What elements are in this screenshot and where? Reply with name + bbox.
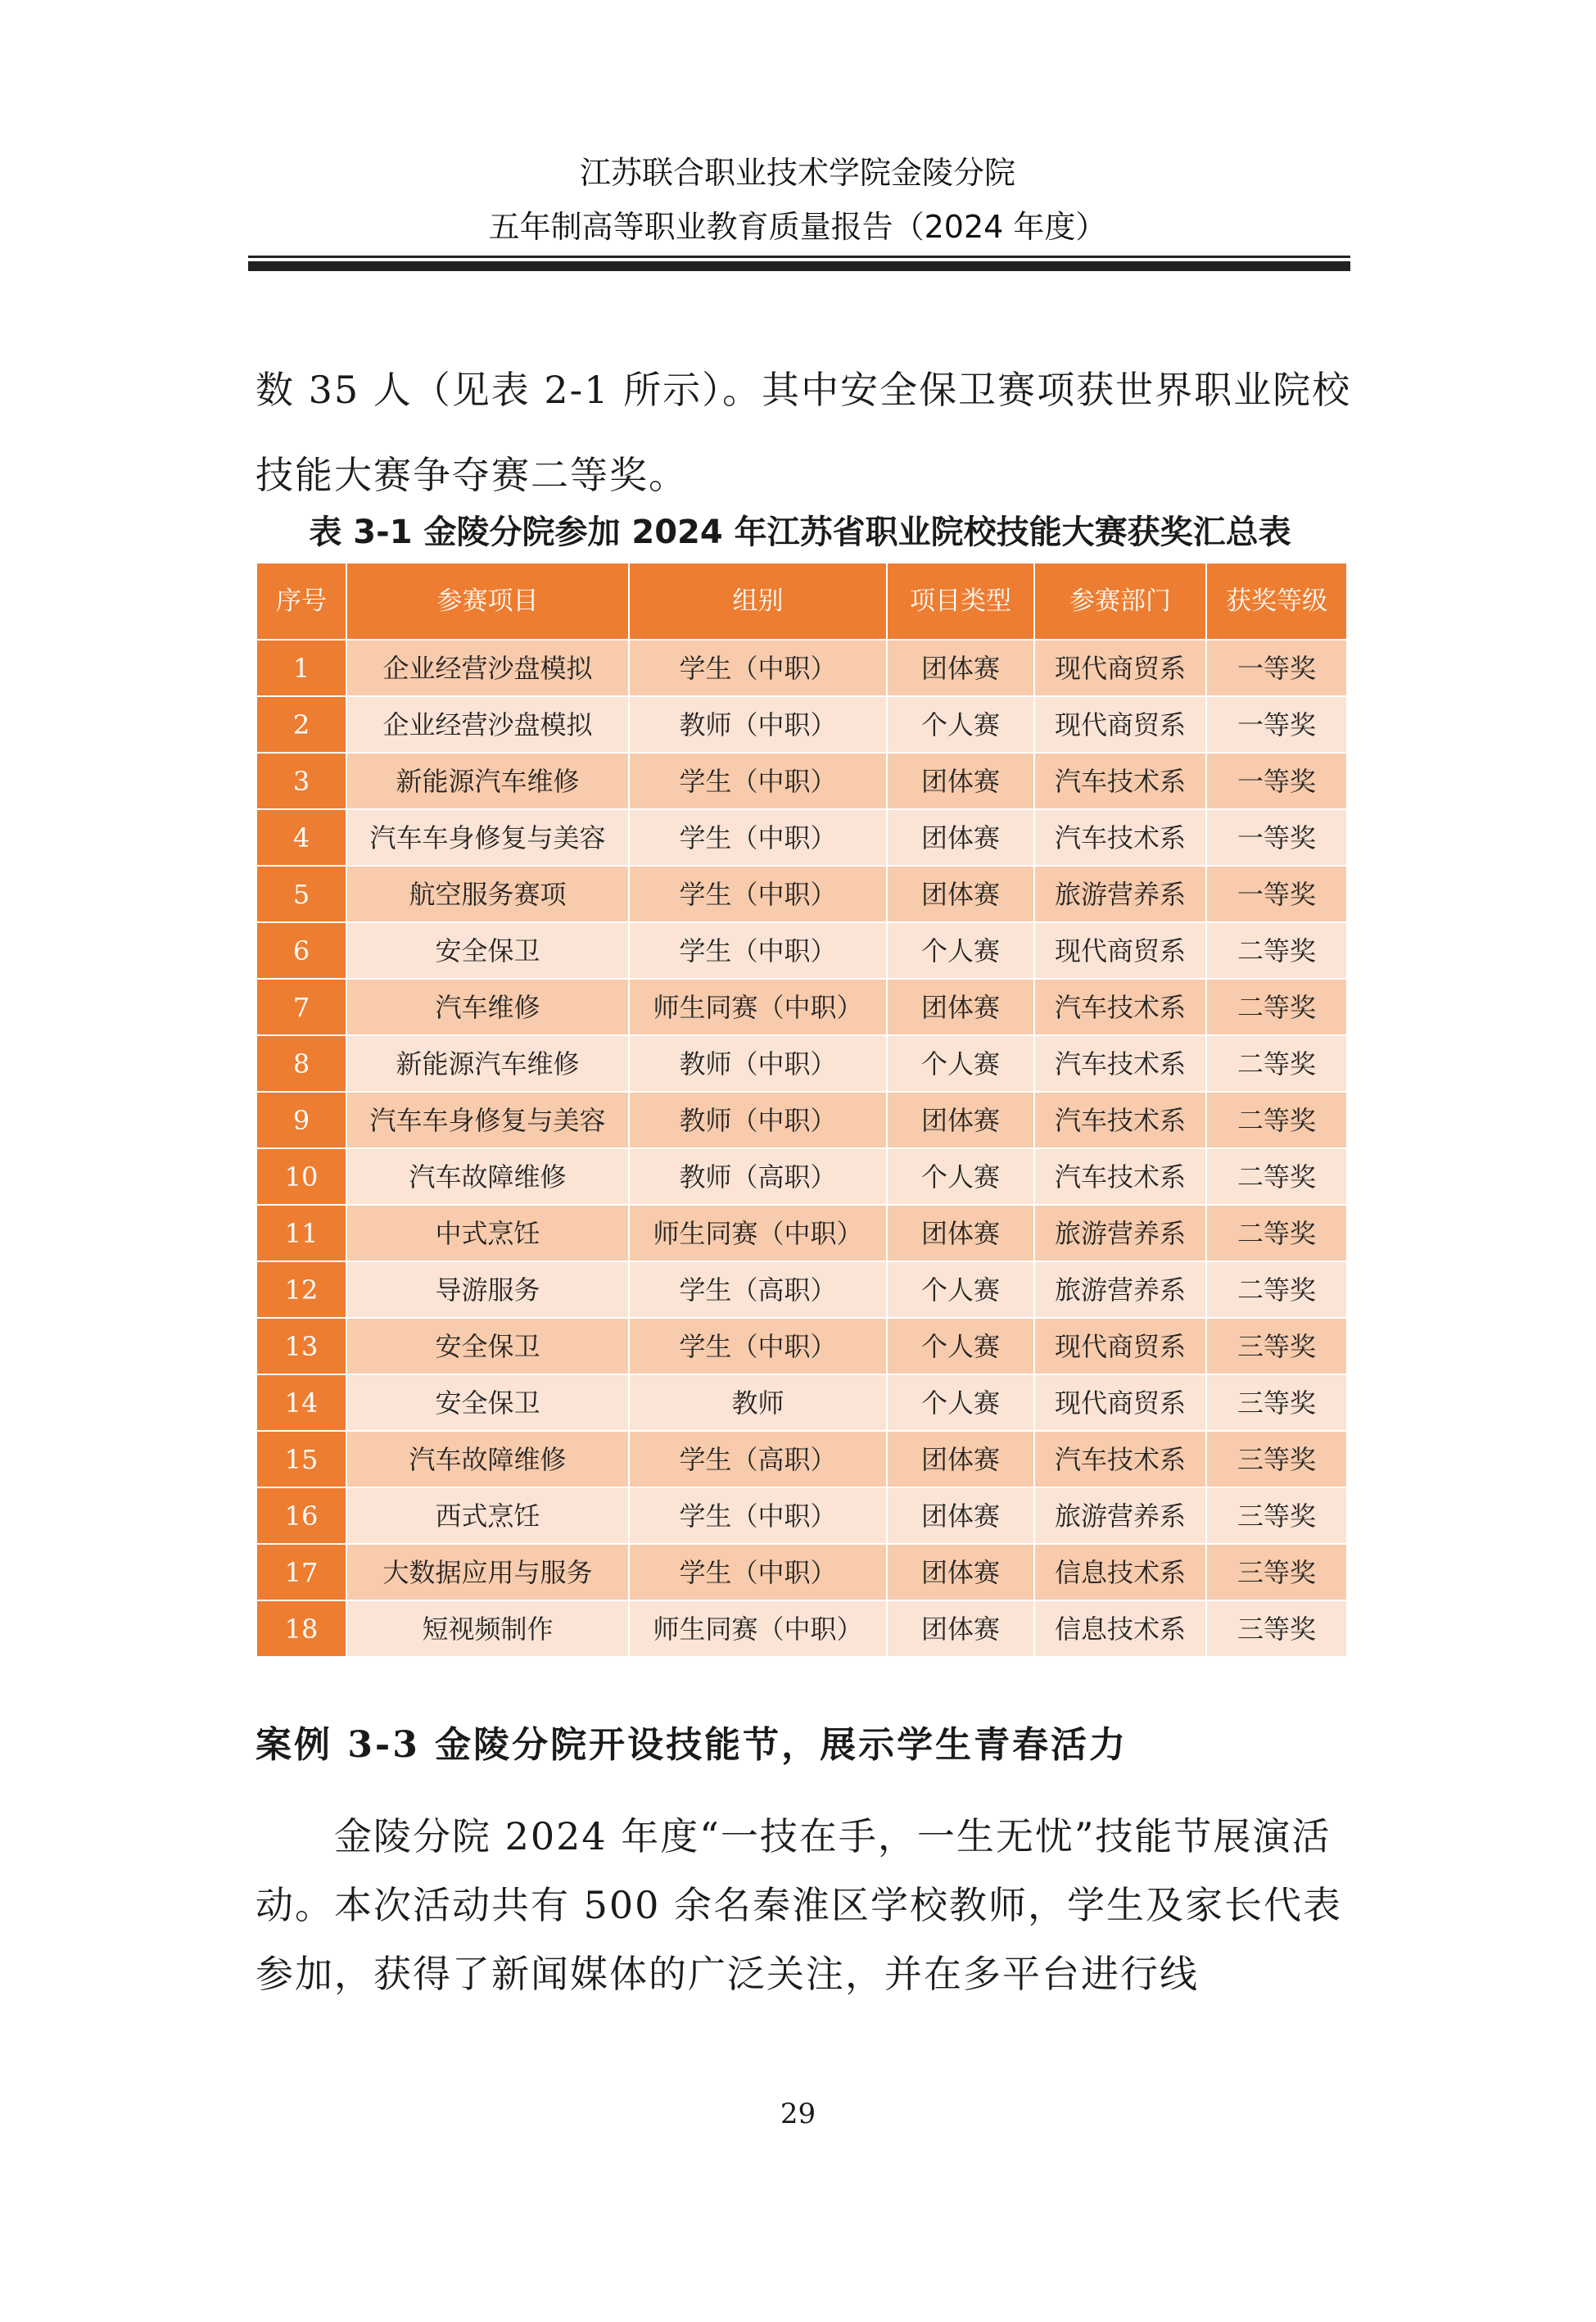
- cell-award: 一等奖: [1206, 866, 1347, 922]
- column-header-index: 序号: [256, 563, 346, 640]
- cell-type: 团体赛: [887, 640, 1034, 696]
- cell-department: 汽车技术系: [1034, 1148, 1206, 1205]
- cell-department: 信息技术系: [1034, 1544, 1206, 1600]
- cell-type: 团体赛: [887, 866, 1034, 922]
- column-header-type: 项目类型: [887, 563, 1034, 640]
- header-rule-thin: [248, 256, 1350, 258]
- cell-type: 个人赛: [887, 1318, 1034, 1374]
- cell-group: 学生（中职）: [629, 866, 887, 922]
- cell-index: 2: [256, 696, 346, 753]
- cell-event: 安全保卫: [346, 1374, 629, 1431]
- cell-type: 个人赛: [887, 696, 1034, 753]
- table-row: [256, 1600, 1347, 1657]
- cell-index: 7: [256, 979, 346, 1035]
- cell-type: 团体赛: [887, 1487, 1034, 1544]
- page-header: [246, 146, 1350, 254]
- cell-award: 二等奖: [1206, 1148, 1347, 1205]
- cell-department: 汽车技术系: [1034, 1431, 1206, 1487]
- cell-index: 8: [256, 1035, 346, 1092]
- table-row: [256, 1544, 1347, 1600]
- cell-index: 14: [256, 1374, 346, 1431]
- cell-department: 信息技术系: [1034, 1600, 1206, 1657]
- cell-group: 学生（中职）: [629, 1318, 887, 1374]
- cell-award: 二等奖: [1206, 1092, 1347, 1148]
- table-row: [256, 1148, 1347, 1205]
- cell-group: 学生（中职）: [629, 809, 887, 866]
- cell-group: 学生（高职）: [629, 1261, 887, 1318]
- cell-event: 安全保卫: [346, 922, 629, 979]
- cell-index: 9: [256, 1092, 346, 1148]
- cell-event: 短视频制作: [346, 1600, 629, 1657]
- cell-group: 学生（中职）: [629, 1487, 887, 1544]
- cell-index: 3: [256, 753, 346, 809]
- header-rule-thick: [248, 261, 1350, 271]
- cell-group: 教师（中职）: [629, 1092, 887, 1148]
- cell-group: 师生同赛（中职）: [629, 1205, 887, 1261]
- cell-event: 汽车车身修复与美容: [346, 809, 629, 866]
- cell-type: 个人赛: [887, 1148, 1034, 1205]
- cell-department: 汽车技术系: [1034, 753, 1206, 809]
- cell-department: 旅游营养系: [1034, 1487, 1206, 1544]
- page-number: 29: [780, 2098, 816, 2130]
- cell-index: 1: [256, 640, 346, 696]
- cell-department: 汽车技术系: [1034, 979, 1206, 1035]
- cell-award: 二等奖: [1206, 979, 1347, 1035]
- cell-index: 17: [256, 1544, 346, 1600]
- table-row: [256, 1035, 1347, 1092]
- header-report-title: 五年制高等职业教育质量报告（2024 年度）: [488, 209, 1107, 245]
- cell-event: 西式烹饪: [346, 1487, 629, 1544]
- cell-event: 新能源汽车维修: [346, 1035, 629, 1092]
- table-header-row: [256, 563, 1347, 640]
- cell-award: 三等奖: [1206, 1487, 1347, 1544]
- cell-type: 团体赛: [887, 1431, 1034, 1487]
- table-row: [256, 866, 1347, 922]
- cell-award: 二等奖: [1206, 922, 1347, 979]
- body-paragraph-1: 数 35 人（见表 2-1 所示）。其中安全保卫赛项获世界职业院校技能大赛争夺赛二等奖。: [255, 368, 1352, 497]
- cell-event: 企业经营沙盘模拟: [346, 640, 629, 696]
- table-row: [256, 1487, 1347, 1544]
- cell-index: 11: [256, 1205, 346, 1261]
- cell-group: 学生（中职）: [629, 640, 887, 696]
- cell-type: 个人赛: [887, 1035, 1034, 1092]
- cell-award: 一等奖: [1206, 809, 1347, 866]
- cell-award: 二等奖: [1206, 1205, 1347, 1261]
- column-header-group: 组别: [629, 563, 887, 640]
- cell-index: 10: [256, 1148, 346, 1205]
- table-row: [256, 753, 1347, 809]
- cell-type: 个人赛: [887, 1261, 1034, 1318]
- cell-type: 团体赛: [887, 979, 1034, 1035]
- cell-department: 现代商贸系: [1034, 1374, 1206, 1431]
- cell-index: 5: [256, 866, 346, 922]
- cell-type: 团体赛: [887, 1544, 1034, 1600]
- cell-award: 三等奖: [1206, 1374, 1347, 1431]
- cell-event: 新能源汽车维修: [346, 753, 629, 809]
- cell-group: 学生（中职）: [629, 1544, 887, 1600]
- table-row: [256, 809, 1347, 866]
- cell-event: 航空服务赛项: [346, 866, 629, 922]
- cell-event: 汽车故障维修: [346, 1148, 629, 1205]
- cell-award: 三等奖: [1206, 1318, 1347, 1374]
- cell-event: 大数据应用与服务: [346, 1544, 629, 1600]
- cell-index: 16: [256, 1487, 346, 1544]
- table-row: [256, 1205, 1347, 1261]
- table-title: 表 3-1 金陵分院参加 2024 年江苏省职业院校技能大赛获奖汇总表: [309, 514, 1291, 551]
- cell-type: 团体赛: [887, 1092, 1034, 1148]
- cell-event: 企业经营沙盘模拟: [346, 696, 629, 753]
- cell-department: 汽车技术系: [1034, 809, 1206, 866]
- cell-event: 中式烹饪: [346, 1205, 629, 1261]
- cell-group: 学生（高职）: [629, 1431, 887, 1487]
- cell-event: 安全保卫: [346, 1318, 629, 1374]
- case-paragraph: 金陵分院 2024 年度“一技在手，一生无忧”技能节展演活动。本次活动共有 500 余名秦淮区学校教师，学生及家长代表参加，获得了新闻媒体的广泛关注，并在多平台进行线: [255, 1814, 1343, 1996]
- cell-index: 15: [256, 1431, 346, 1487]
- cell-group: 师生同赛（中职）: [629, 979, 887, 1035]
- column-header-award: 获奖等级: [1206, 563, 1347, 640]
- cell-department: 旅游营养系: [1034, 1205, 1206, 1261]
- table-row: [256, 1431, 1347, 1487]
- cell-event: 汽车维修: [346, 979, 629, 1035]
- table-body: [256, 640, 1347, 1657]
- cell-department: 现代商贸系: [1034, 640, 1206, 696]
- awards-table: [255, 562, 1348, 1658]
- cell-award: 一等奖: [1206, 753, 1347, 809]
- cell-event: 汽车故障维修: [346, 1431, 629, 1487]
- cell-award: 三等奖: [1206, 1600, 1347, 1657]
- header-institution: 江苏联合职业技术学院金陵分院: [579, 155, 1015, 191]
- cell-group: 教师: [629, 1374, 887, 1431]
- cell-group: 师生同赛（中职）: [629, 1600, 887, 1657]
- cell-award: 二等奖: [1206, 1261, 1347, 1318]
- cell-department: 旅游营养系: [1034, 866, 1206, 922]
- cell-event: 导游服务: [346, 1261, 629, 1318]
- cell-group: 教师（中职）: [629, 1035, 887, 1092]
- cell-group: 学生（中职）: [629, 922, 887, 979]
- cell-department: 现代商贸系: [1034, 1318, 1206, 1374]
- case-title: 案例 3-3 金陵分院开设技能节，展示学生青春活力: [255, 1724, 1128, 1766]
- cell-index: 18: [256, 1600, 346, 1657]
- cell-award: 三等奖: [1206, 1544, 1347, 1600]
- cell-index: 4: [256, 809, 346, 866]
- cell-type: 团体赛: [887, 809, 1034, 866]
- table-row: [256, 1261, 1347, 1318]
- cell-department: 现代商贸系: [1034, 696, 1206, 753]
- cell-type: 团体赛: [887, 1600, 1034, 1657]
- cell-event: 汽车车身修复与美容: [346, 1092, 629, 1148]
- table-row: [256, 1318, 1347, 1374]
- cell-award: 一等奖: [1206, 640, 1347, 696]
- cell-group: 教师（高职）: [629, 1148, 887, 1205]
- cell-award: 三等奖: [1206, 1431, 1347, 1487]
- cell-group: 学生（中职）: [629, 753, 887, 809]
- cell-department: 现代商贸系: [1034, 922, 1206, 979]
- column-header-event: 参赛项目: [346, 563, 629, 640]
- table-row: [256, 979, 1347, 1035]
- cell-group: 教师（中职）: [629, 696, 887, 753]
- cell-index: 13: [256, 1318, 346, 1374]
- cell-award: 一等奖: [1206, 696, 1347, 753]
- cell-type: 团体赛: [887, 753, 1034, 809]
- cell-department: 旅游营养系: [1034, 1261, 1206, 1318]
- table-row: [256, 640, 1347, 696]
- cell-type: 个人赛: [887, 1374, 1034, 1431]
- cell-department: 汽车技术系: [1034, 1092, 1206, 1148]
- cell-type: 团体赛: [887, 1205, 1034, 1261]
- column-header-department: 参赛部门: [1034, 563, 1206, 640]
- cell-index: 12: [256, 1261, 346, 1318]
- table-row: [256, 1092, 1347, 1148]
- cell-type: 个人赛: [887, 922, 1034, 979]
- cell-department: 汽车技术系: [1034, 1035, 1206, 1092]
- cell-award: 二等奖: [1206, 1035, 1347, 1092]
- table-row: [256, 922, 1347, 979]
- table-row: [256, 696, 1347, 753]
- cell-index: 6: [256, 922, 346, 979]
- table-row: [256, 1374, 1347, 1431]
